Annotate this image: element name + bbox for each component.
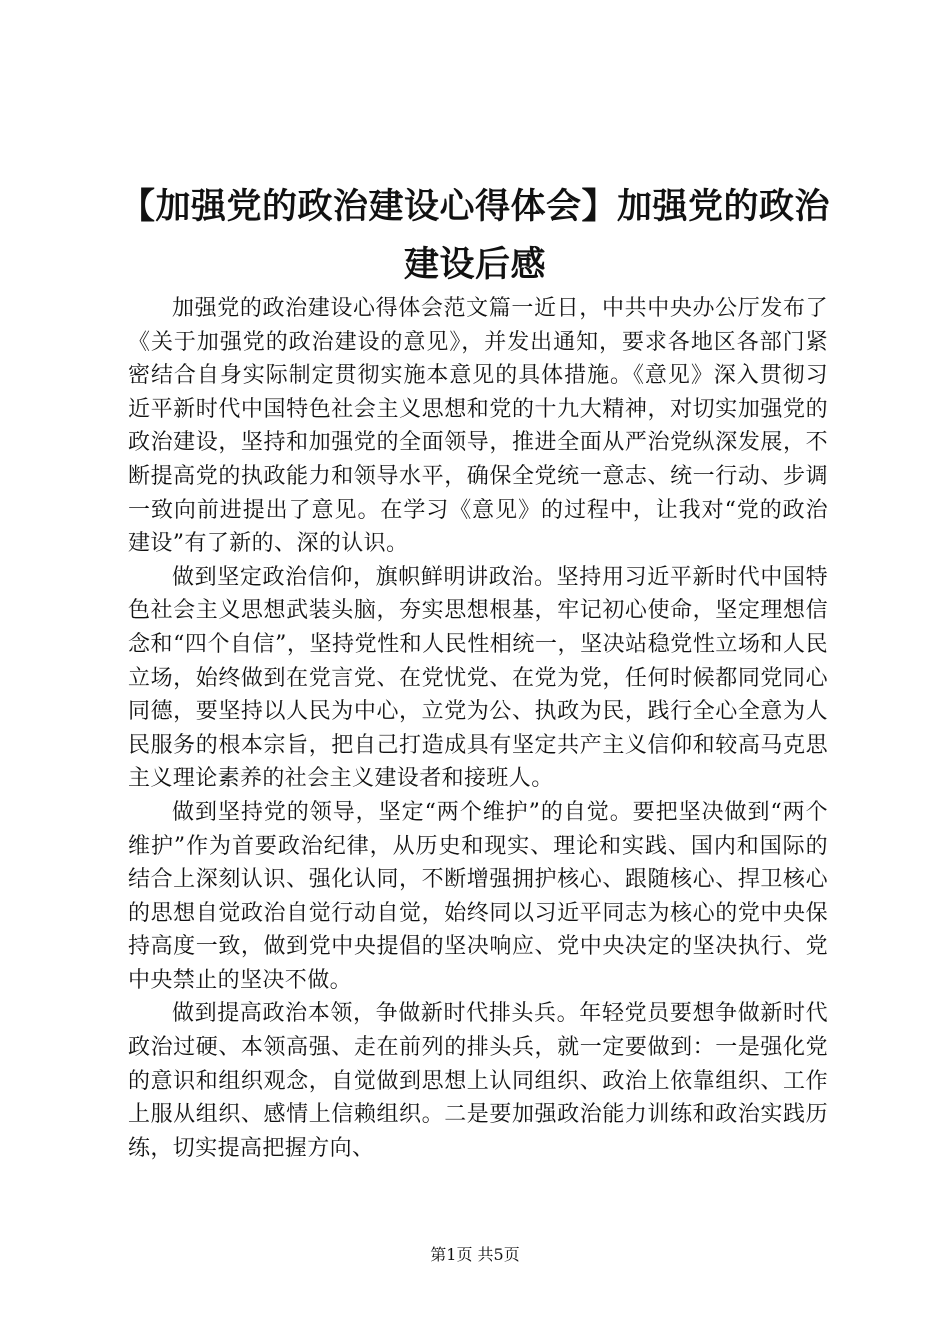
paragraph-2: 做到坚定政治信仰，旗帜鲜明讲政治。坚持用习近平新时代中国特色社会主义思想武装头脑，夯实思想根基，牢记初心使命，坚定理想信念和“四个自信”，坚持党性和人民性相统一，坚决站稳党性立场和人民立场，始终做到在党言党、在党忧党、在党为党，任何时候都同党同心同德，要坚持以人民为中心，立党为公、执政为民，践行全心全意为人民服务的根本宗旨，把自己打造成具有坚定共产主义信仰和较高马克思主义理论素养的社会主义建设者和接班人。 bbox=[128, 564, 828, 792]
paragraph-4: 做到提高政治本领，争做新时代排头兵。年轻党员要想争做新时代政治过硬、本领高强、走在前列的排头兵，就一定要做到：一是强化党的意识和组织观念，自觉做到思想上认同组织、政治上依靠组织、工作上服从组织、感情上信赖组织。二是要加强政治能力训练和政治实践历练，切实提高把握方向、 bbox=[128, 1001, 828, 1161]
page-footer: 第1页 共5页 bbox=[430, 1245, 520, 1264]
document-body bbox=[128, 292, 828, 1165]
paragraph-3: 做到坚持党的领导，坚定“两个维护”的自觉。要把坚决做到“两个维护”作为首要政治纪律，从历史和现实、理论和实践、国内和国际的结合上深刻认识、强化认同，不断增强拥护核心、跟随核心、捍卫核心的思想自觉政治自觉行动自觉，始终同以习近平同志为核心的党中央保持高度一致，做到党中央提倡的坚决响应、党中央决定的坚决执行、党中央禁止的坚决不做。 bbox=[128, 799, 828, 993]
paragraph-1: 加强党的政治建设心得体会范文篇一近日，中共中央办公厅发布了《关于加强党的政治建设的意见》，并发出通知，要求各地区各部门紧密结合自身实际制定贯彻实施本意见的具体措施。《意见》深入贯彻习近平新时代中国特色社会主义思想和党的十九大精神，对切实加强党的政治建设，坚持和加强党的全面领导，推进全面从严治党纵深发展，不断提高党的执政能力和领导水平，确保全党统一意志、统一行动、步调一致向前进提出了意见。在学习《意见》的过程中，让我对“党的政治建设”有了新的、深的认识。 bbox=[128, 296, 828, 557]
document-title: 【加强党的政治建设心得体会】加强党的政治建设后感 bbox=[119, 187, 830, 285]
